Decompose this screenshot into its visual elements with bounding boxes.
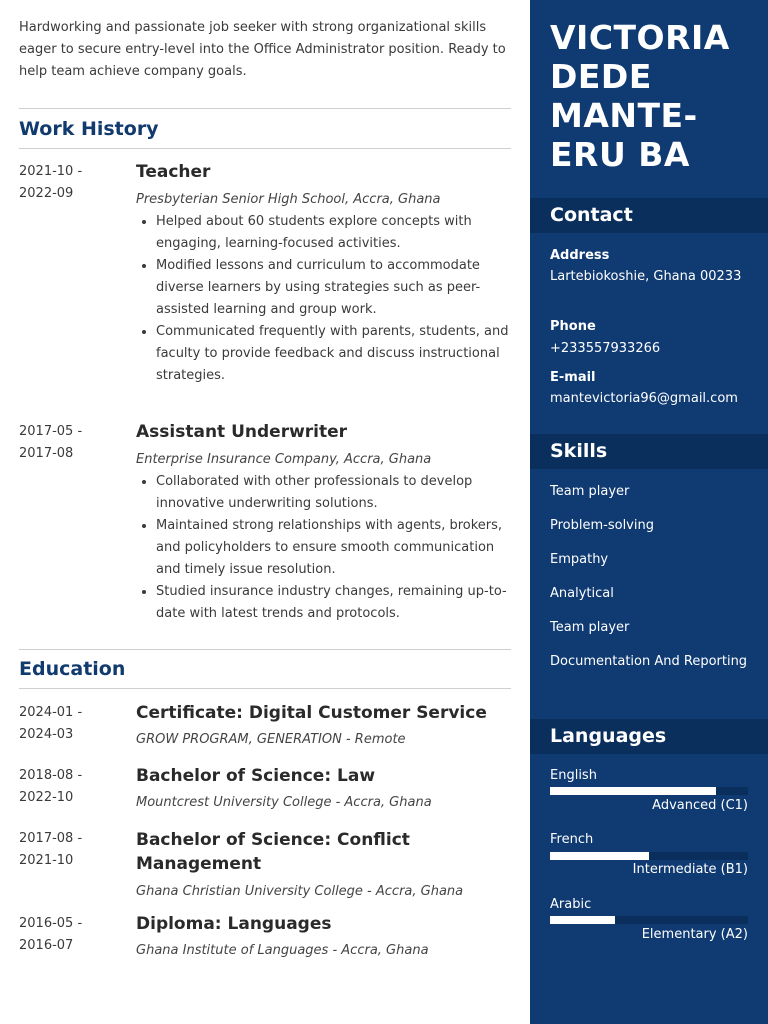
language-name: English	[550, 768, 597, 783]
entry-dates	[19, 421, 129, 465]
professional-summary: Hardworking and passionate job seeker with strong organizational skills eager to secure entry-level into the Office Administrator position. Ready to help team achieve company goals.	[19, 20, 506, 79]
job-employer: Presbyterian Senior High School, Accra, Ghana	[136, 192, 441, 207]
email-label: E-mail	[550, 370, 596, 385]
job-employer: Enterprise Insurance Company, Accra, Ghana	[136, 452, 432, 467]
skill-item: Problem-solving	[550, 518, 654, 533]
bullet-item: • Modified lessons and curriculum to accommodate diverse learners by using strategies such as peer-assisted learning and group work.	[156, 255, 511, 321]
language-level: Elementary (A2)	[641, 927, 748, 942]
entry-date-start: 2016-05 -	[19, 916, 83, 931]
skill-item: Analytical	[550, 586, 614, 601]
phone-label: Phone	[550, 319, 596, 334]
divider	[19, 148, 511, 149]
entry-date-start: 2017-08 -	[19, 831, 83, 846]
skills-heading: Skills	[530, 434, 768, 469]
entry-date-end: 2022-09	[19, 186, 74, 201]
work-history-heading: Work History	[19, 118, 159, 140]
skill-item: Documentation And Reporting	[550, 654, 748, 669]
school-name: Ghana Christian University College - Accra, Ghana	[136, 884, 464, 899]
school-name: GROW PROGRAM, GENERATION - Remote	[136, 732, 406, 747]
job-title: Teacher	[136, 162, 211, 182]
language-proficiency-fill	[550, 787, 716, 795]
languages-heading: Languages	[530, 719, 768, 754]
divider	[19, 688, 511, 689]
entry-date-end: 2021-10	[19, 853, 74, 868]
contact-heading: Contact	[530, 198, 768, 233]
job-bullets	[136, 211, 511, 387]
entry-dates	[19, 828, 129, 872]
entry-date-end: 2024-03	[19, 727, 74, 742]
language-name: French	[550, 832, 594, 847]
language-proficiency-bar	[550, 787, 748, 795]
address-value: Lartebiokoshie, Ghana 00233	[550, 269, 742, 284]
job-bullets	[136, 471, 511, 625]
education-heading: Education	[19, 658, 126, 680]
bullet-item: • Studied insurance industry changes, remaining up-to-date with latest trends and protocols.	[156, 581, 511, 625]
bullet-item: • Collaborated with other professionals to develop innovative underwriting solutions.	[156, 471, 511, 515]
language-level: Intermediate (B1)	[632, 862, 748, 877]
language-proficiency-fill	[550, 852, 649, 860]
bullet-item: • Communicated frequently with parents, students, and faculty to provide feedback and discuss instructional strategies.	[156, 321, 511, 387]
entry-date-end: 2016-07	[19, 938, 74, 953]
email-link[interactable]: mantevictoria96@gmail.com	[550, 391, 738, 406]
job-title: Assistant Underwriter	[136, 422, 348, 442]
degree-title: Bachelor of Science: Conflict Management	[136, 830, 410, 874]
language-proficiency-fill	[550, 916, 615, 924]
degree-title: Certificate: Digital Customer Service	[136, 703, 487, 723]
entry-date-end: 2022-10	[19, 790, 74, 805]
bullet-item: • Maintained strong relationships with agents, brokers, and policyholders to ensure smooth communication and timely issue resolution.	[156, 515, 511, 581]
divider	[19, 108, 511, 109]
entry-dates	[19, 702, 129, 746]
bullet-item: • Helped about 60 students explore concepts with engaging, learning-focused activities.	[156, 211, 511, 255]
entry-date-end: 2017-08	[19, 446, 74, 461]
language-level: Advanced (C1)	[652, 798, 748, 813]
entry-date-start: 2018-08 -	[19, 768, 83, 783]
degree-title: Diploma: Languages	[136, 914, 332, 934]
entry-dates	[19, 161, 129, 205]
phone-value: +233557933266	[550, 341, 661, 356]
entry-date-start: 2021-10 -	[19, 164, 83, 179]
divider	[19, 649, 511, 650]
language-name: Arabic	[550, 897, 592, 912]
skill-item: Empathy	[550, 552, 609, 567]
entry-date-start: 2024-01 -	[19, 705, 83, 720]
language-proficiency-bar	[550, 852, 748, 860]
address-label: Address	[550, 248, 610, 263]
candidate-name: VICTORIA DEDE MANTE-ERU BA	[550, 18, 730, 174]
entry-date-start: 2017-05 -	[19, 424, 83, 439]
skill-item: Team player	[550, 620, 630, 635]
school-name: Mountcrest University College - Accra, Ghana	[136, 795, 432, 810]
skill-item: Team player	[550, 484, 630, 499]
entry-dates	[19, 765, 129, 809]
degree-title: Bachelor of Science: Law	[136, 766, 376, 786]
entry-dates	[19, 913, 129, 957]
sidebar	[530, 0, 768, 1024]
school-name: Ghana Institute of Languages - Accra, Ghana	[136, 943, 429, 958]
language-proficiency-bar	[550, 916, 748, 924]
